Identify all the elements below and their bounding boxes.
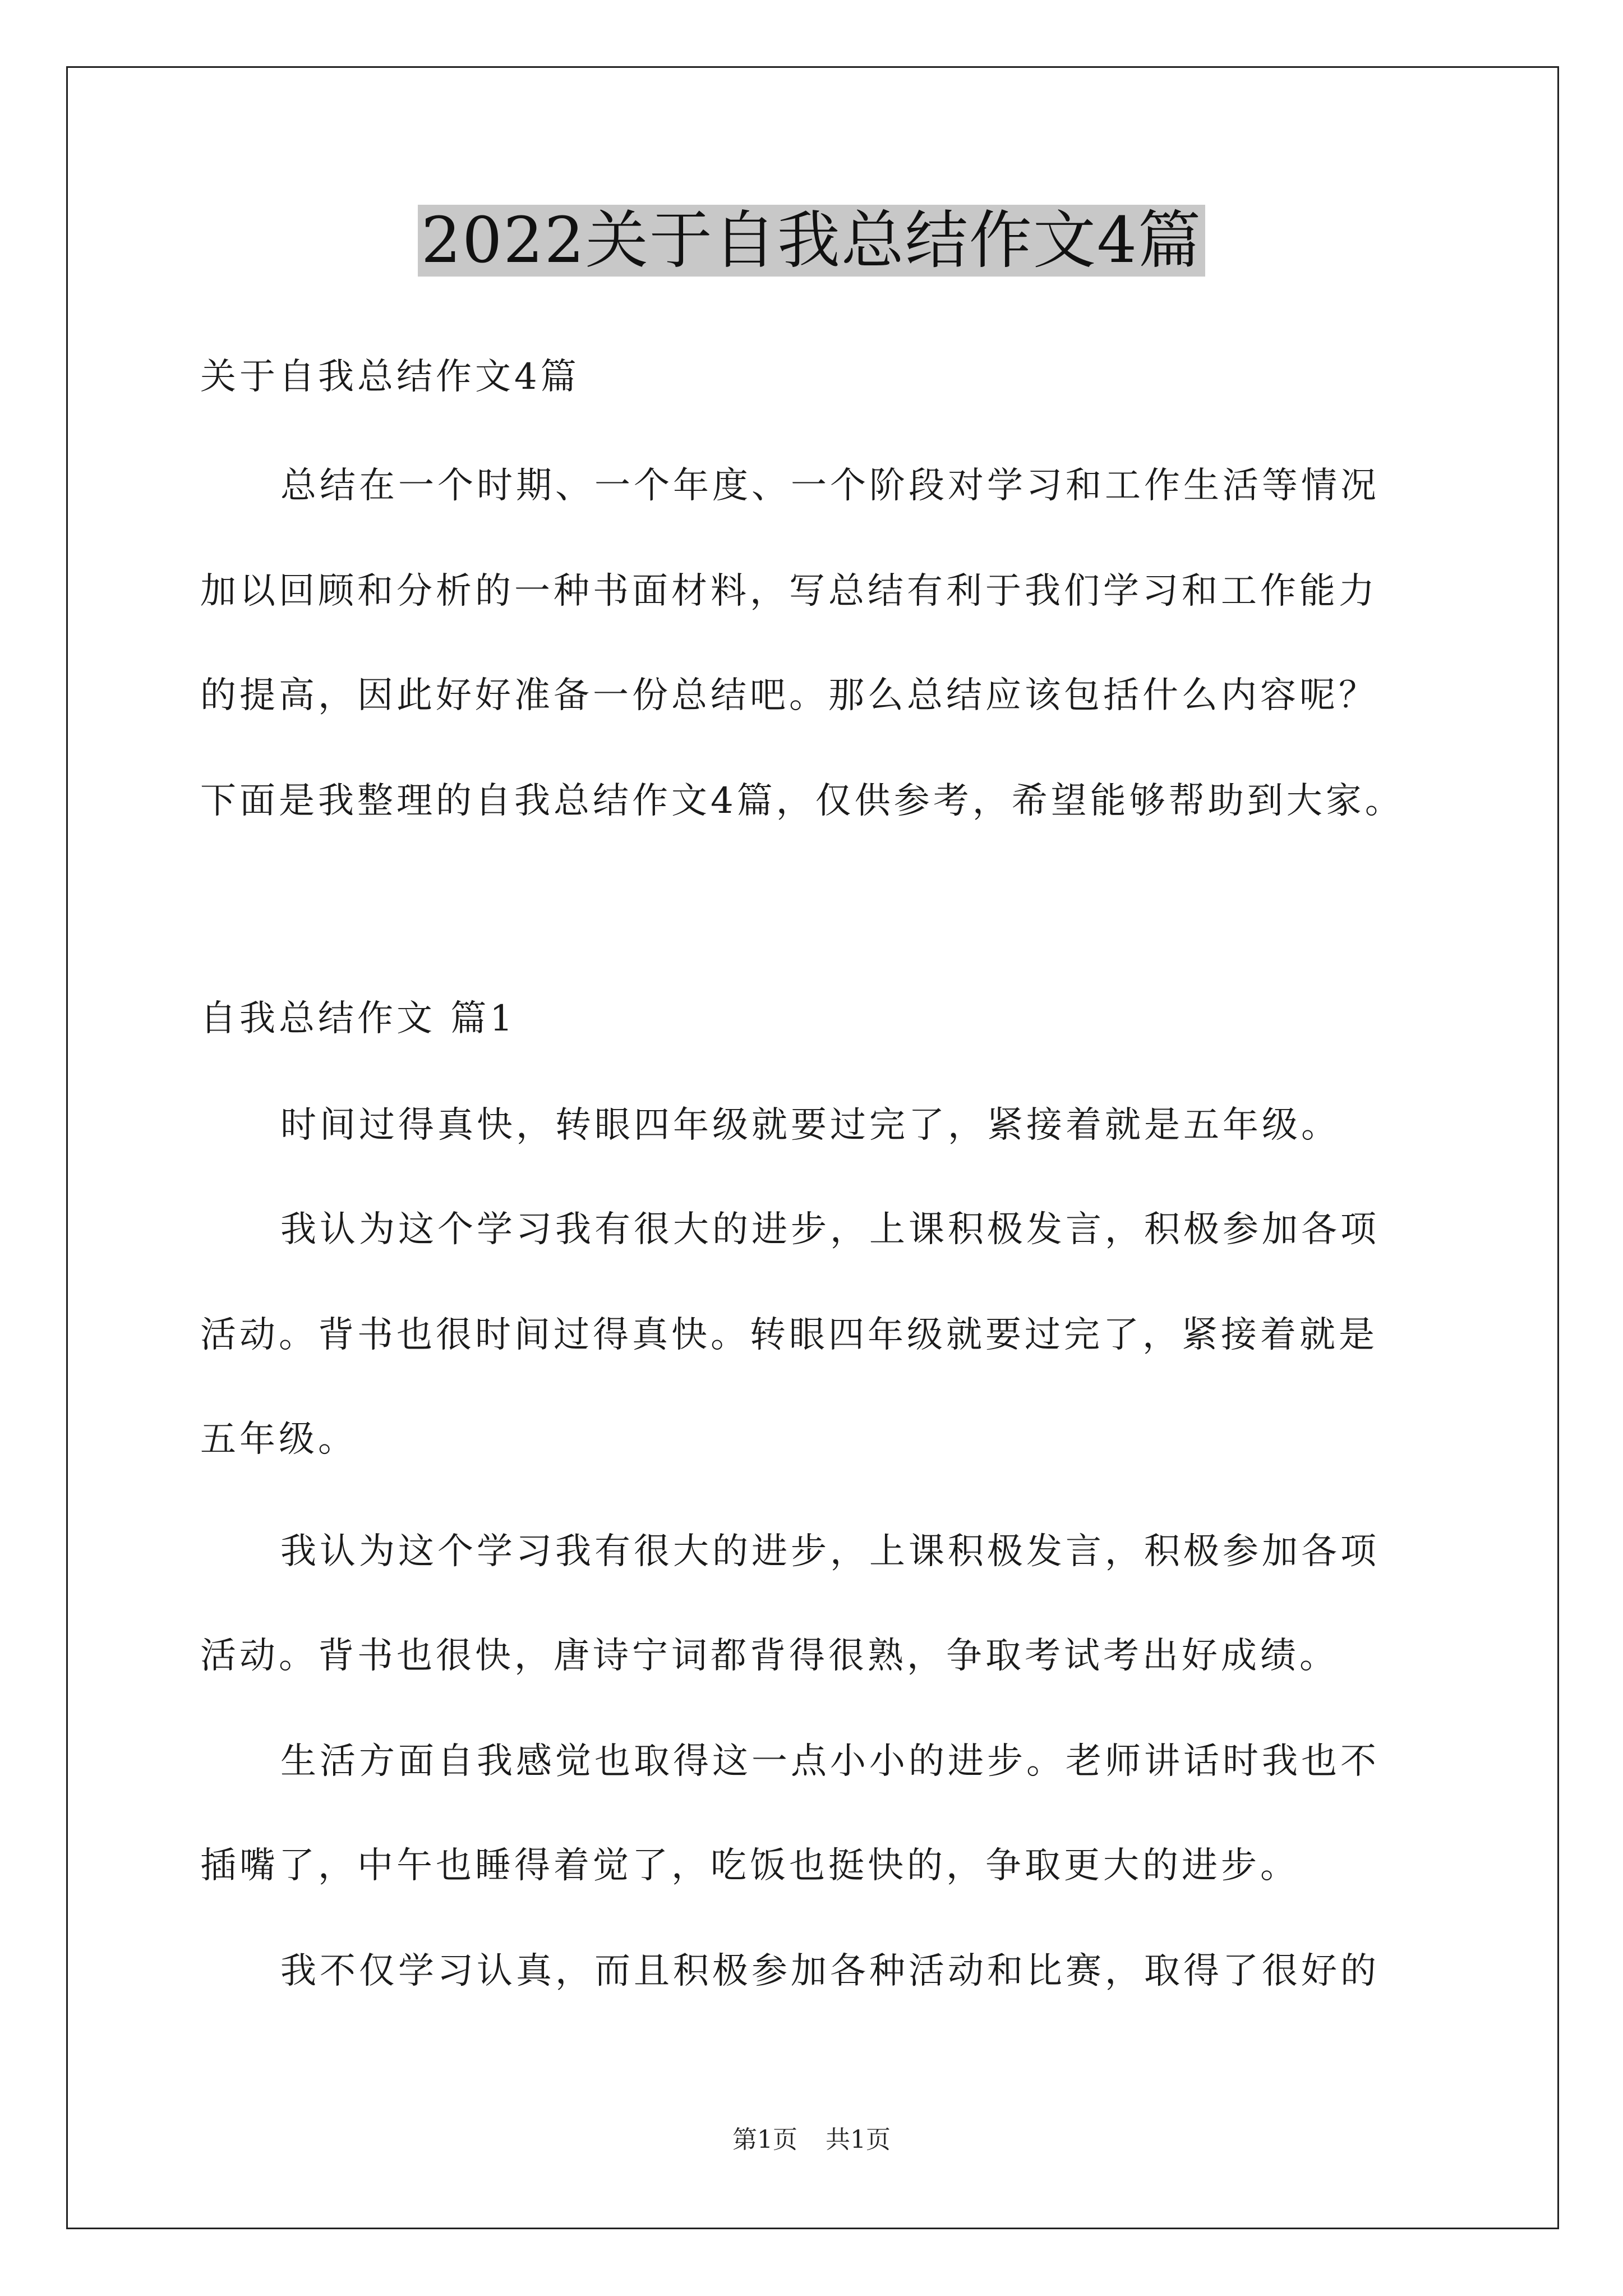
intro-line: 下面是我整理的自我总结作文4篇，仅供参考，希望能够帮助到大家。 bbox=[200, 780, 1404, 822]
page-number-total: 共1页 bbox=[826, 2125, 891, 2154]
body-line: 插嘴了，中午也睡得着觉了，吃饭也挺快的，争取更大的进步。 bbox=[200, 1845, 1299, 1887]
document-title: 2022关于自我总结作文4篇 bbox=[418, 205, 1205, 277]
body-line: 我认为这个学习我有很大的进步，上课积极发言，积极参加各项 bbox=[280, 1531, 1380, 1572]
body-line: 活动。背书也很快，唐诗宁词都背得很熟，争取考试考出好成绩。 bbox=[200, 1635, 1339, 1677]
body-line: 我认为这个学习我有很大的进步，上课积极发言，积极参加各项 bbox=[280, 1209, 1380, 1250]
intro-line: 总结在一个时期、一个年度、一个阶段对学习和工作生活等情况 bbox=[280, 465, 1380, 507]
body-line: 我不仅学习认真，而且积极参加各种活动和比赛，取得了很好的 bbox=[280, 1950, 1380, 1992]
body-line: 五年级。 bbox=[200, 1419, 357, 1460]
section-heading: 自我总结作文 篇1 bbox=[200, 998, 517, 1039]
intro-line: 加以回顾和分析的一种书面材料，写总结有利于我们学习和工作能力 bbox=[200, 570, 1378, 612]
body-line: 生活方面自我感觉也取得这一点小小的进步。老师讲话时我也不 bbox=[280, 1741, 1380, 1782]
page-footer bbox=[0, 2123, 1623, 2157]
body-line: 时间过得真快，转眼四年级就要过完了，紧接着就是五年级。 bbox=[280, 1105, 1340, 1146]
body-line: 活动。背书也很时间过得真快。转眼四年级就要过完了，紧接着就是 bbox=[200, 1314, 1378, 1356]
intro-heading: 关于自我总结作文4篇 bbox=[200, 356, 580, 398]
intro-line: 的提高，因此好好准备一份总结吧。那么总结应该包括什么内容呢？ bbox=[200, 675, 1378, 716]
title-container bbox=[0, 205, 1623, 277]
page-number-current: 第1页 bbox=[732, 2125, 797, 2154]
